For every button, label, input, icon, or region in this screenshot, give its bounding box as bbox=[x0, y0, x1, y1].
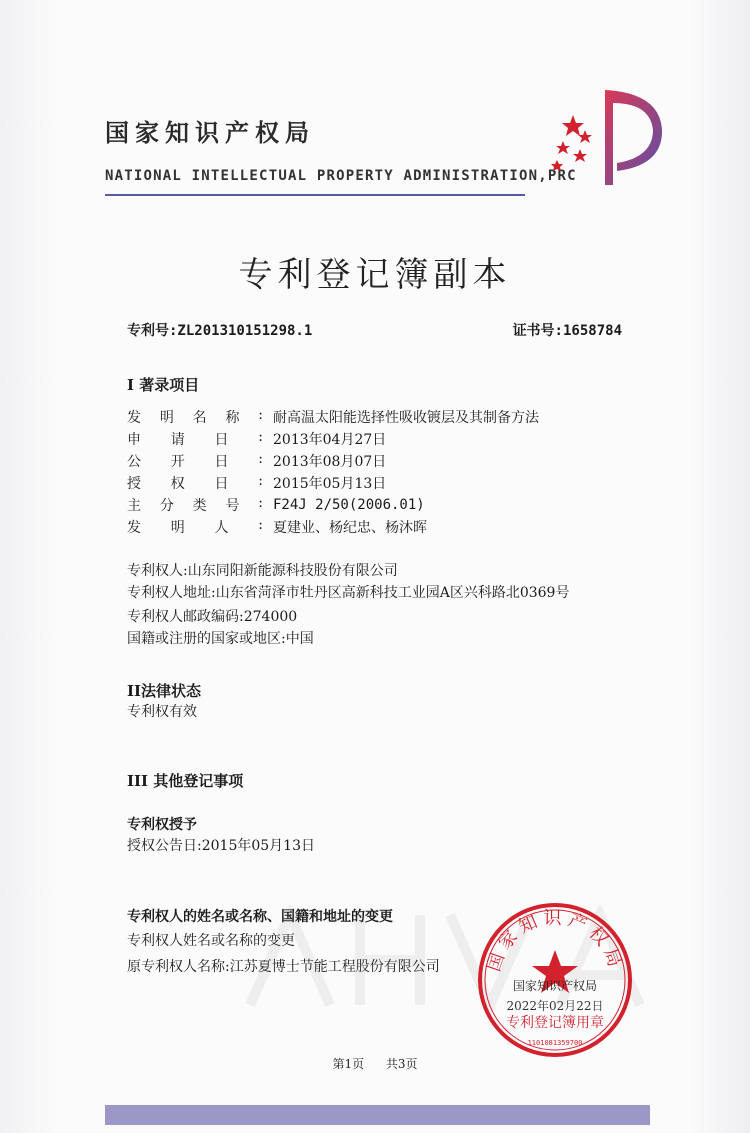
holder-postcode: 专利权人邮政编码:274000 bbox=[127, 609, 298, 625]
row-label: 授 权 日 : bbox=[127, 473, 263, 492]
bibliographic-table bbox=[127, 406, 539, 538]
section-1-title: I 著录项目 bbox=[127, 376, 200, 394]
seal-date: 2022年02月22日 bbox=[506, 999, 604, 1013]
change-subheading: 专利权人姓名或名称的变更 bbox=[127, 933, 295, 949]
legal-status: 专利权有效 bbox=[127, 704, 197, 720]
change-heading: 专利权人的姓名或名称、国籍和地址的变更 bbox=[127, 909, 393, 925]
seal-ring-text: 国家知识产权局 bbox=[483, 908, 627, 975]
grant-date-value: 2015年05月13日 bbox=[273, 476, 387, 492]
patent-number: 专利号:ZL201310151298.1 bbox=[127, 323, 313, 339]
org-name-cn: 国家知识产权局 bbox=[105, 118, 315, 147]
table-row bbox=[127, 516, 539, 538]
section-3-title: III 其他登记事项 bbox=[127, 772, 244, 790]
official-seal-icon bbox=[475, 900, 635, 1060]
row-label: 主 分 类 号 : bbox=[127, 495, 263, 514]
seal-office: 国家知识产权局 bbox=[512, 979, 598, 993]
page-title: 专利登记簿副本 bbox=[238, 255, 512, 295]
classification-value: F24J 2/50(2006.01) bbox=[273, 497, 425, 513]
page-total: 共3页 bbox=[385, 1057, 418, 1071]
holder-address: 专利权人地址:山东省菏泽市牡丹区高新科技工业园A区兴科路北0369号 bbox=[127, 585, 570, 601]
cnipa-logo-icon bbox=[545, 85, 670, 190]
row-label: 发 明 人 : bbox=[127, 517, 263, 536]
table-row bbox=[127, 494, 539, 516]
holder-name: 专利权人:山东同阳新能源科技股份有限公司 bbox=[127, 563, 398, 579]
row-label: 公 开 日 : bbox=[127, 451, 263, 470]
certificate-number: 证书号:1658784 bbox=[512, 323, 622, 339]
row-label: 发 明 名 称 : bbox=[127, 407, 263, 426]
table-row bbox=[127, 428, 539, 450]
row-label: 申 请 日 : bbox=[127, 429, 263, 448]
section-2-title: II法律状态 bbox=[127, 682, 202, 700]
bottom-bar bbox=[105, 1105, 650, 1125]
holder-country: 国籍或注册的国家或地区:中国 bbox=[127, 631, 314, 647]
org-name-en: NATIONAL INTELLECTUAL PROPERTY ADMINISTRATION,PRC bbox=[105, 168, 577, 184]
grant-heading: 专利权授予 bbox=[127, 817, 197, 833]
seal-number: 1101081359700 bbox=[527, 1039, 583, 1047]
seal-purpose: 专利登记簿用章 bbox=[506, 1015, 604, 1031]
table-row bbox=[127, 406, 539, 428]
table-row bbox=[127, 450, 539, 472]
table-row bbox=[127, 472, 539, 494]
original-holder: 原专利权人名称:江苏夏博士节能工程股份有限公司 bbox=[127, 959, 440, 975]
publication-date-value: 2013年08月07日 bbox=[273, 454, 387, 470]
title-value: 耐高温太阳能选择性吸收镀层及其制备方法 bbox=[273, 410, 539, 426]
header-divider bbox=[105, 194, 525, 196]
page-number: 第1页 bbox=[332, 1057, 365, 1071]
grant-announcement: 授权公告日:2015年05月13日 bbox=[127, 838, 315, 854]
page-indicator bbox=[0, 1055, 750, 1072]
inventors-value: 夏建业、杨纪忠、杨沐晖 bbox=[273, 520, 427, 536]
filing-date-value: 2013年04月27日 bbox=[273, 432, 387, 448]
